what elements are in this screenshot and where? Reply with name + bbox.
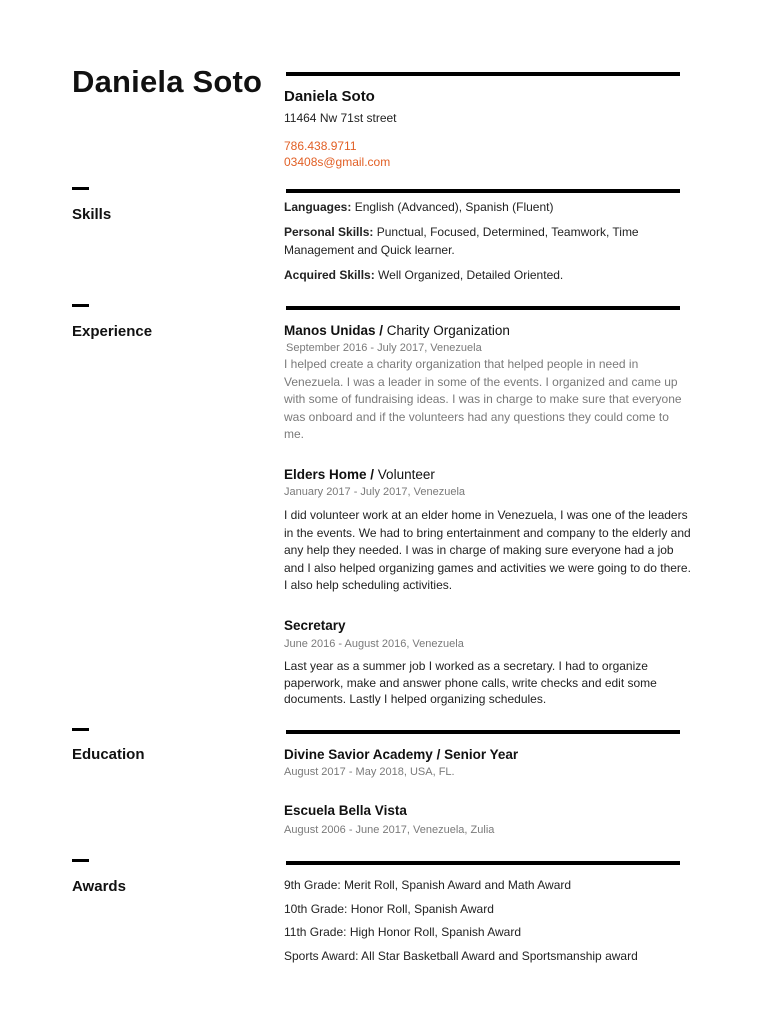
job-description: I did volunteer work at an elder home in Venezuela, I was one of the leaders in the events. We had to bring entertainment and company to the elderly and any help they needed. I was in charge of making sure everyone had a job and I also helped organizing games and activities we were going to do there. I also help scheduling activities. — [284, 508, 691, 593]
skills-divider — [286, 189, 680, 193]
education-heading: Education — [72, 746, 145, 763]
school-dates: August 2017 - May 2018, USA, FL. — [284, 766, 455, 778]
contact-name: Daniela Soto — [284, 88, 375, 105]
experience-divider — [286, 306, 680, 310]
awards-dash — [72, 859, 89, 862]
awards-heading: Awards — [72, 878, 126, 895]
job-description: I helped create a charity organization that helped people in need in Venezuela. I was a leader in some of the events. I organized and came up with some of fundraising ideas. I was in charge to make sure that everyone was onboard and if the volunteers had any questions they could come to me. — [284, 357, 682, 442]
experience-item — [284, 466, 696, 595]
experience-item — [284, 617, 696, 708]
school-dates: August 2006 - June 2017, Venezuela, Zulia — [284, 824, 495, 836]
job-title: Elders Home / Volunteer — [284, 467, 435, 482]
award-item: Sports Award: All Star Basketball Award and Sportsmanship award — [284, 948, 638, 963]
experience-dash — [72, 304, 89, 307]
awards-list — [284, 877, 696, 971]
school-name: Escuela Bella Vista — [284, 803, 407, 818]
school-name: Divine Savior Academy / Senior Year — [284, 747, 519, 762]
experience-item — [284, 322, 696, 444]
education-item — [284, 802, 696, 838]
contact-phone[interactable]: 786.438.9711 — [284, 139, 357, 153]
experience-heading: Experience — [72, 323, 153, 340]
award-item: 11th Grade: High Honor Roll, Spanish Award — [284, 925, 522, 939]
skills-heading: Skills — [72, 206, 112, 223]
skills-dash — [72, 187, 89, 190]
job-title: Secretary — [284, 618, 346, 633]
awards-divider — [286, 861, 680, 865]
header-divider — [286, 72, 680, 76]
education-item — [284, 746, 696, 780]
resume-name-heading: Daniela Soto — [72, 64, 263, 99]
job-dates: September 2016 - July 2017, Venezuela — [286, 342, 482, 354]
contact-email[interactable]: 03408s@gmail.com — [284, 155, 391, 169]
job-title: Manos Unidas / Charity Organization — [284, 323, 510, 338]
skill-personal: Personal Skills: Punctual, Focused, Determined, Teamwork, Time Management and Quick learner. — [284, 225, 639, 257]
job-dates: January 2017 - July 2017, Venezuela — [284, 486, 466, 498]
job-description: Last year as a summer job I worked as a secretary. I had to organize paperwork, make and answer phone calls, write checks and edit some documents. Lastly I helped organizing schedules. — [284, 659, 657, 706]
skill-acquired: Acquired Skills: Well Organized, Detailed Oriented. — [284, 268, 564, 282]
job-dates: June 2016 - August 2016, Venezuela — [284, 638, 464, 650]
award-item: 10th Grade: Honor Roll, Spanish Award — [284, 901, 494, 916]
contact-address: 11464 Nw 71st street — [284, 111, 397, 125]
award-item: 9th Grade: Merit Roll, Spanish Award and Math Award — [284, 878, 572, 892]
contact-block — [284, 87, 696, 170]
education-divider — [286, 730, 680, 734]
skills-list — [284, 198, 696, 291]
skill-languages: Languages: English (Advanced), Spanish (Fluent) — [284, 200, 554, 214]
education-dash — [72, 728, 89, 731]
